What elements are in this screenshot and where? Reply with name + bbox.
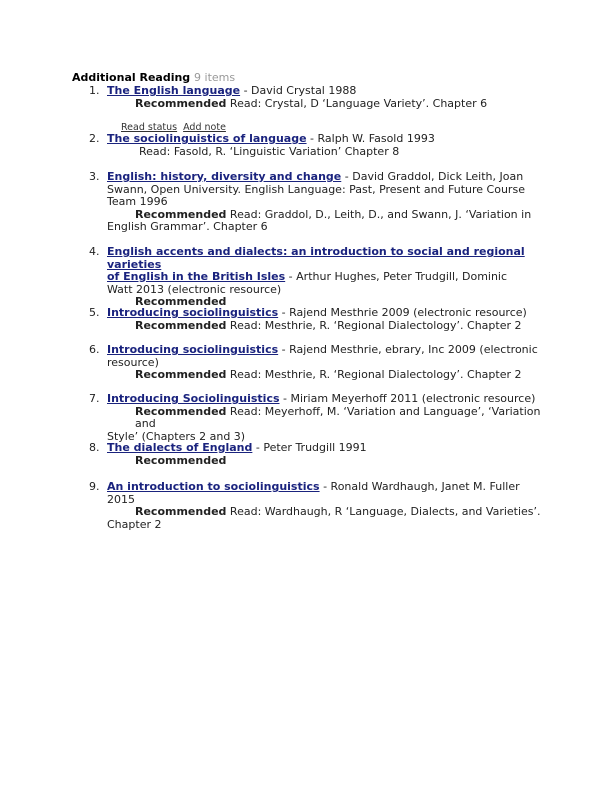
recommended-label: Recommended — [135, 318, 227, 332]
reading-note: Style’ (Chapters 2 and 3) — [107, 429, 246, 443]
resource-title-link[interactable]: Introducing sociolinguistics — [107, 343, 279, 356]
item-number: 1. — [89, 84, 100, 97]
read-status-link[interactable]: Read status — [121, 122, 178, 133]
resource-meta: - Rajend Mesthrie, ebrary, Inc 2009 (electronic — [278, 343, 538, 356]
resource-meta: - Miriam Meyerhoff 2011 (electronic resource) — [279, 392, 536, 405]
resource-title-link[interactable]: Introducing Sociolinguistics — [107, 392, 280, 405]
recommended-label: Recommended — [135, 505, 227, 518]
list-item — [72, 133, 542, 158]
list-item — [72, 307, 542, 332]
resource-meta: - Peter Trudgill 1991 — [252, 441, 367, 454]
resource-title-link[interactable]: English: history, diversity and change — [107, 170, 342, 183]
section-title: Additional Reading — [72, 71, 191, 84]
resource-meta: - David Crystal 1988 — [240, 84, 357, 97]
list-item — [72, 85, 542, 110]
reading-note: English Grammar’. Chapter 6 — [107, 220, 268, 233]
resource-title-link[interactable]: An introduction to sociolinguistics — [107, 480, 320, 493]
item-number: 7. — [89, 392, 100, 405]
item-number: 4. — [89, 245, 100, 258]
item-number: 3. — [89, 170, 100, 183]
resource-meta: - Ronald Wardhaugh, Janet M. Fuller 2015 — [107, 480, 520, 506]
list-item — [72, 246, 542, 309]
list-item — [72, 393, 542, 443]
resource-meta: - Rajend Mesthrie 2009 (electronic resource) — [278, 306, 527, 319]
recommended-label: Recommended — [135, 404, 227, 418]
resource-meta: Swann, Open University. English Language: Past, Present and Future Course — [107, 182, 525, 196]
recommended-label: Recommended — [135, 96, 227, 110]
section-heading — [72, 72, 235, 85]
resource-meta: Watt 2013 (electronic resource) — [107, 282, 282, 296]
item-number: 6. — [89, 343, 100, 356]
item-number: 5. — [89, 306, 100, 319]
resource-title-link[interactable]: The English language — [107, 84, 241, 97]
reading-note: Read: Wardhaugh, R ‘Language, Dialects, and Varieties’. — [226, 505, 541, 518]
resource-meta: Team 1996 — [107, 195, 168, 208]
reading-note: Read: Mesthrie, R. ‘Regional Dialectology’. Chapter 2 — [226, 318, 522, 332]
reading-note: Read: Mesthrie, R. ‘Regional Dialectology’. Chapter 2 — [226, 368, 522, 381]
reading-note: Read: Crystal, D ‘Language Variety’. Chapter 6 — [226, 96, 488, 110]
recommended-label: Recommended — [135, 368, 227, 381]
item-count: 9 items — [194, 71, 236, 84]
reading-note: Chapter 2 — [107, 517, 162, 531]
recommended-label: Recommended — [135, 453, 227, 467]
resource-title-link[interactable]: of English in the British Isles — [107, 270, 286, 283]
resource-title-link[interactable]: English accents and dialects: an introduction to social and regional varieties — [107, 245, 525, 271]
list-item — [72, 171, 542, 234]
resource-title-link[interactable]: Introducing sociolinguistics — [107, 306, 279, 319]
resource-title-link[interactable]: The dialects of England — [107, 441, 253, 454]
add-note-link[interactable]: Add note — [183, 122, 226, 133]
resource-meta: resource) — [107, 355, 159, 369]
reading-note: Read: Graddol, D., Leith, D., and Swann, J. ‘Variation in — [226, 207, 532, 221]
item-number: 8. — [89, 441, 100, 454]
recommended-label: Recommended — [135, 295, 227, 308]
list-item — [72, 481, 542, 531]
reading-note: Read: Fasold, R. ‘Linguistic Variation’ Chapter 8 — [139, 144, 400, 158]
list-item — [72, 442, 542, 467]
item-number: 9. — [89, 480, 100, 493]
resource-meta: - Arthur Hughes, Peter Trudgill, Dominic — [285, 270, 508, 283]
resource-meta: - David Graddol, Dick Leith, Joan — [341, 170, 524, 183]
list-item — [72, 344, 542, 382]
reading-note: Read: Meyerhoff, M. ‘Variation and Language’, ‘Variation and — [135, 404, 541, 430]
recommended-label: Recommended — [135, 207, 227, 221]
resource-meta: - Ralph W. Fasold 1993 — [306, 132, 435, 145]
resource-title-link[interactable]: The sociolinguistics of language — [107, 132, 307, 145]
item-number: 2. — [89, 132, 100, 145]
